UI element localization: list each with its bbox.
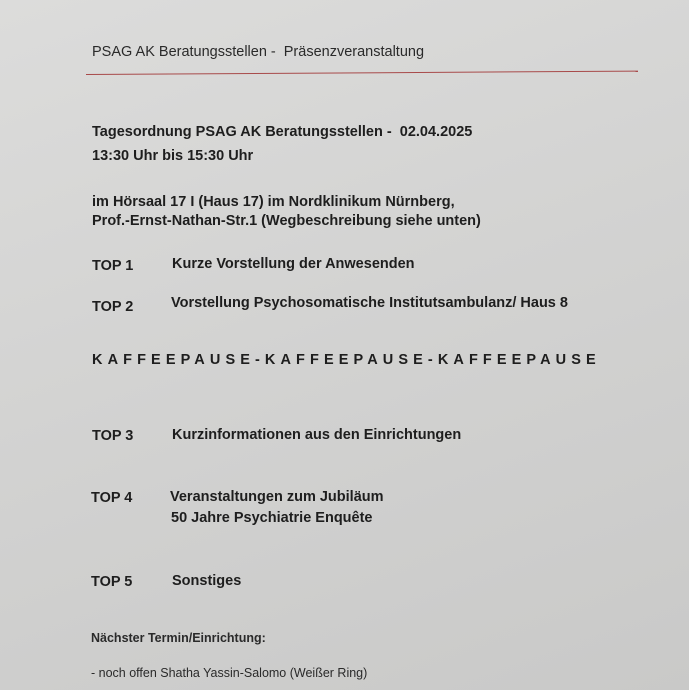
header-event-type: Präsenzveranstaltung	[283, 44, 425, 60]
top-5-text: Sonstiges	[172, 573, 242, 589]
top-1-label: TOP 1	[92, 258, 134, 274]
top-4-label: TOP 4	[91, 490, 133, 506]
top-2-text: Vorstellung Psychosomatische Institutsambulanz/ Haus 8	[171, 295, 568, 311]
top-2-label: TOP 2	[92, 299, 134, 315]
header-divider	[86, 71, 638, 75]
coffee-break: KAFFEEPAUSE-KAFFEEPAUSE-KAFFEEPAUSE	[92, 352, 601, 368]
top-5-label: TOP 5	[91, 574, 133, 590]
agenda-title-line	[92, 124, 472, 140]
next-appointment-heading: Nächster Termin/Einrichtung:	[91, 631, 266, 645]
document-header	[92, 44, 424, 60]
location-line-2: Prof.-Ernst-Nathan-Str.1 (Wegbeschreibung siehe unten)	[92, 213, 481, 229]
location-line-1: im Hörsaal 17 I (Haus 17) im Nordklinikum Nürnberg,	[92, 194, 455, 210]
agenda-time: 13:30 Uhr bis 15:30 Uhr	[92, 148, 254, 164]
top-4-text-line-2: 50 Jahre Psychiatrie Enquête	[171, 510, 373, 526]
header-org: PSAG AK Beratungsstellen -	[92, 44, 276, 60]
next-appointment-entry: - noch offen Shatha Yassin-Salomo (Weißer Ring)	[91, 666, 368, 680]
top-3-label: TOP 3	[92, 428, 134, 444]
top-3-text: Kurzinformationen aus den Einrichtungen	[172, 427, 462, 443]
agenda-title: Tagesordnung PSAG AK Beratungsstellen -	[92, 124, 392, 140]
top-4-text: Veranstaltungen zum Jubiläum	[170, 489, 384, 505]
agenda-date: 02.04.2025	[399, 124, 473, 140]
top-1-text: Kurze Vorstellung der Anwesenden	[172, 256, 415, 272]
